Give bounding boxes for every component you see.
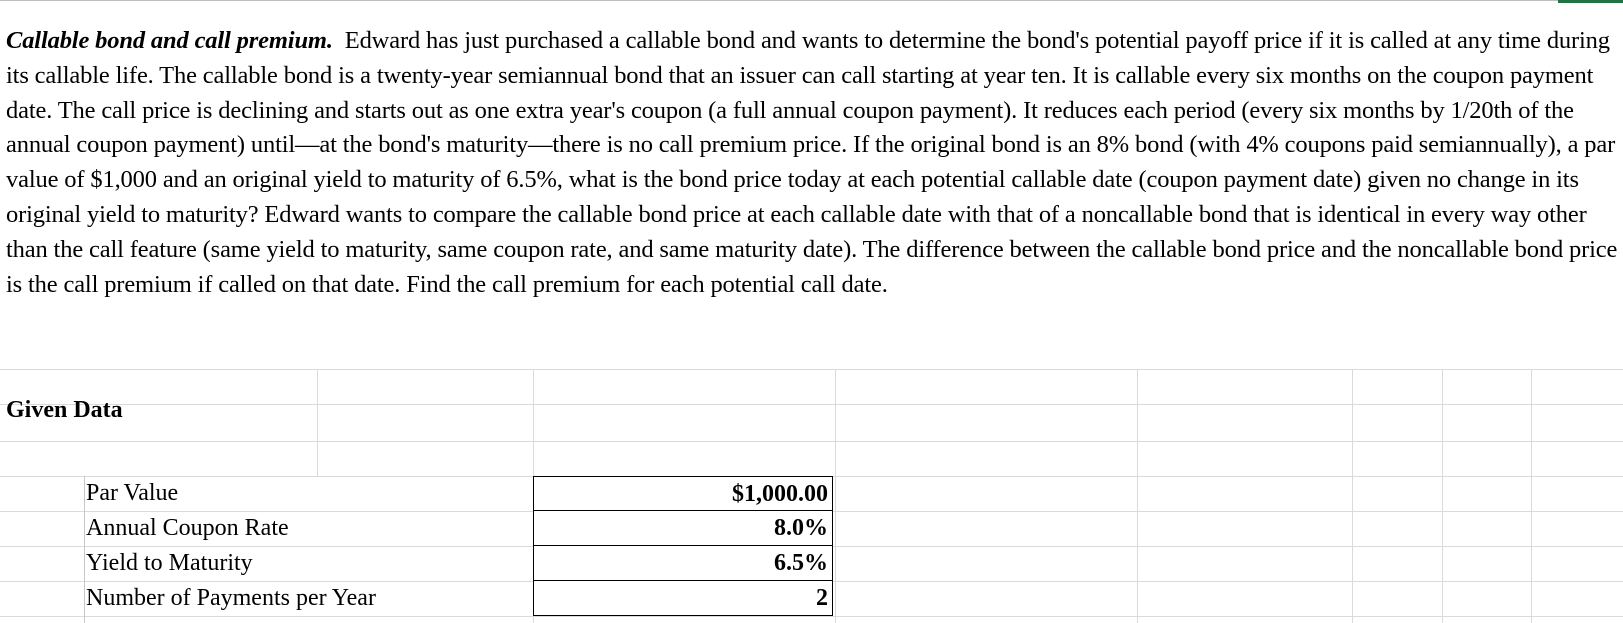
problem-text: Edward has just purchased a callable bond and wants to determine the bond's potential payoff price if it is called at any time during its callable life. The callable bond is a twenty-year semiannual bond that an issuer can call starting at year ten. It is callable every six months on the coupon payment date. The call price is declining and starts out as one extra year's coupon (a full annual coupon payment). It reduces each period (every six months by 1/20th of the annual coupon payment) until—at the bond's maturity—there is no call premium price. If the original bond is an 8% bond (with 4% coupons paid semiannually), a par value of $1,000 and an original yield to maturity of 6.5%, what is the bond price today at each potential callable date (coupon payment date) given no change in its original yield to maturity? Edward wants to compare the callable bond price at each callable date with that of a noncallable bond that is identical in every way other than the call feature (same yield to maturity, same coupon rate, and same maturity date). The difference between the callable bond price and the noncallable bond price is the call premium if called on that date. Find the call premium for each potential call date. bbox=[6, 27, 1618, 298]
given-data-header: Given Data bbox=[6, 397, 123, 423]
gridline bbox=[317, 369, 318, 476]
par-value-cell[interactable]: $1,000.00 bbox=[533, 476, 833, 511]
payments-per-year-label: Number of Payments per Year bbox=[86, 585, 376, 611]
gridline bbox=[0, 369, 1623, 370]
par-value-label: Par Value bbox=[86, 480, 179, 506]
yield-to-maturity-label: Yield to Maturity bbox=[86, 550, 253, 576]
gridline bbox=[0, 404, 1623, 405]
annual-coupon-rate-cell[interactable]: 8.0% bbox=[533, 511, 833, 546]
given-data-row bbox=[0, 511, 1623, 546]
given-data-row bbox=[0, 476, 1623, 511]
problem-title: Callable bond and call premium. bbox=[6, 27, 333, 54]
gridline bbox=[0, 441, 1623, 442]
yield-to-maturity-cell[interactable]: 6.5% bbox=[533, 546, 833, 581]
problem-statement bbox=[6, 24, 1618, 302]
annual-coupon-rate-label: Annual Coupon Rate bbox=[86, 515, 289, 541]
gridline bbox=[0, 616, 1623, 617]
sheet-top-border bbox=[0, 0, 1623, 1]
payments-per-year-cell[interactable]: 2 bbox=[533, 581, 833, 616]
given-data-row bbox=[0, 581, 1623, 616]
cell-selection-indicator bbox=[1558, 0, 1623, 3]
given-data-row bbox=[0, 546, 1623, 581]
